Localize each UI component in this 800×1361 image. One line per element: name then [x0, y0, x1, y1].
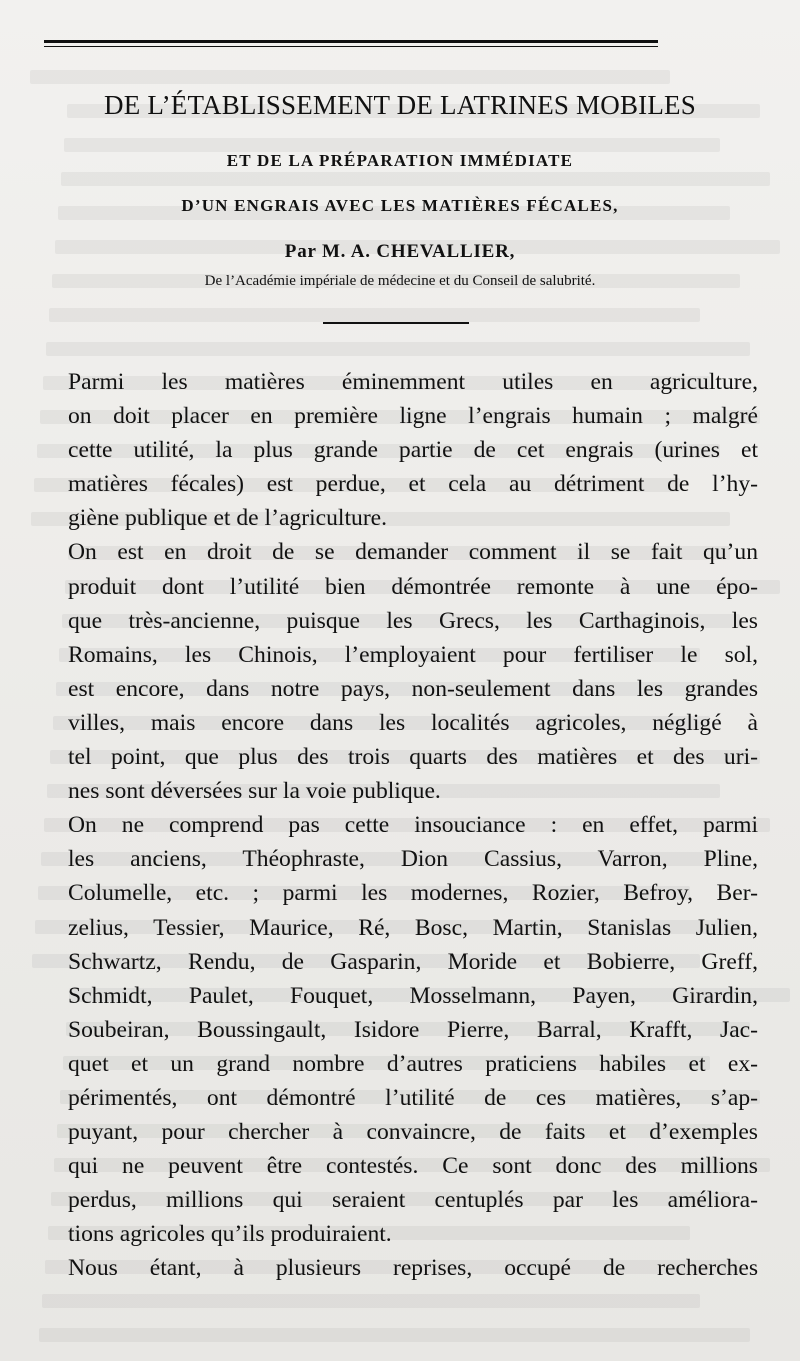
body-text-line: produit dont l’utilité bien démontrée remonte à une épo- — [68, 573, 758, 600]
bleed-through-line — [30, 70, 670, 84]
body-text-line: Soubeiran, Boussingault, Isidore Pierre, Barral, Krafft, Jac- — [68, 1016, 758, 1043]
body-text-line: quet et un grand nombre d’autres praticiens habiles et ex- — [68, 1050, 758, 1077]
body-text-line: Schmidt, Paulet, Fouquet, Mosselmann, Payen, Girardin, — [68, 982, 758, 1009]
article-subtitle-1: ET DE LA PRÉPARATION IMMÉDIATE — [226, 151, 574, 170]
body-text-line: On est en droit de se demander comment il se fait qu’un — [68, 539, 758, 566]
body-text-line: est encore, dans notre pays, non-seulement dans les grandes — [68, 675, 758, 702]
body-text-line: Schwartz, Rendu, de Gasparin, Moride et Bobierre, Greff, — [68, 948, 758, 975]
bleed-through-line — [46, 342, 750, 356]
body-text-line: tions agricoles qu’ils produiraient. — [68, 1221, 392, 1248]
body-text-line: qui ne peuvent être contestés. Ce sont donc des millions — [68, 1153, 758, 1180]
body-text-line: villes, mais encore dans les localités agricoles, négligé à — [68, 709, 758, 736]
body-text-line: les anciens, Théophraste, Dion Cassius, Varron, Pline, — [68, 846, 758, 873]
body-text-line: puyant, pour chercher à convaincre, de faits et d’exemples — [68, 1119, 758, 1146]
article-author: Par M. A. CHEVALLIER, — [284, 241, 516, 262]
body-text-line: zelius, Tessier, Maurice, Ré, Bosc, Martin, Stanislas Julien, — [68, 914, 758, 941]
body-text-line: on doit placer en première ligne l’engrais humain ; malgré — [68, 403, 758, 430]
article-subtitle-2: D’UN ENGRAIS AVEC LES MATIÈRES FÉCALES, — [181, 196, 619, 215]
body-text-line: périmentés, ont démontré l’utilité de ces matières, s’ap- — [68, 1084, 758, 1111]
body-text-line: que très-ancienne, puisque les Grecs, les Carthaginois, les — [68, 607, 758, 634]
body-text-line: tel point, que plus des trois quarts des matières et des uri- — [68, 744, 758, 771]
body-text-line: Nous étant, à plusieurs reprises, occupé de recherches — [68, 1255, 758, 1282]
body-text-line: cette utilité, la plus grande partie de cet engrais (urines et — [68, 437, 758, 464]
body-text-line: Parmi les matières éminemment utiles en agriculture, — [68, 369, 758, 395]
body-text-line: matières fécales) est perdue, et cela au détriment de l’hy- — [68, 471, 758, 498]
body-text-line: Romains, les Chinois, l’employaient pour fertiliser le sol, — [68, 641, 758, 668]
bleed-through-line — [64, 138, 720, 152]
bleed-through-line — [42, 1294, 700, 1308]
body-text-line: nes sont déversées sur la voie publique. — [68, 778, 441, 805]
body-text-line: Columelle, etc. ; parmi les modernes, Rozier, Befroy, Ber- — [68, 880, 758, 907]
body-text-line: giène publique et de l’agriculture. — [68, 505, 388, 532]
author-affiliation: De l’Académie impériale de médecine et du Conseil de salubrité. — [204, 273, 596, 289]
bleed-through-line — [39, 1328, 750, 1342]
header-rule-thick — [44, 40, 658, 43]
bleed-through-line — [49, 308, 700, 322]
title-separator-rule — [323, 322, 469, 324]
body-text-line: perdus, millions qui seraient centuplés par les améliora- — [68, 1187, 758, 1214]
article-body — [68, 365, 758, 1286]
header-rule-thin — [44, 46, 658, 47]
bleed-through-line — [61, 172, 770, 186]
article-title: DE L’ÉTABLISSEMENT DE LATRINES MOBILES — [104, 90, 696, 120]
body-text-line: On ne comprend pas cette insouciance : en effet, parmi — [68, 812, 758, 839]
